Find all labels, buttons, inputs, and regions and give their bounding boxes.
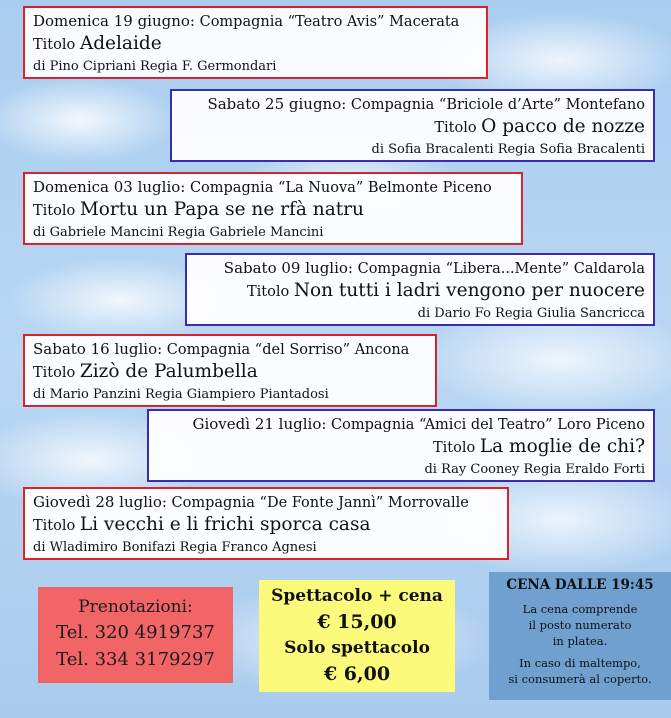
- show-company: Compagnia “Teatro Avis” Macerata: [199, 14, 460, 30]
- show-date: Giovedì 21 luglio:: [192, 415, 327, 433]
- dinner-info-box: [489, 572, 671, 700]
- show-credits: di Sofia Bracalenti Regia Sofia Bracalenti: [371, 142, 645, 157]
- show-company: Compagnia “Libera...Mente” Caldarola: [357, 261, 645, 277]
- booking-phone-1: Tel. 320 4919737: [56, 622, 215, 643]
- price-value-dinner: € 15,00: [317, 611, 397, 633]
- show-title-label: Titolo: [432, 440, 476, 456]
- show-date: Domenica 19 giugno:: [33, 12, 195, 30]
- show-date: Sabato 09 luglio:: [223, 259, 353, 277]
- show-card: [147, 409, 655, 482]
- dinner-text-line: La cena comprende: [522, 602, 638, 616]
- show-credits: di Wladimiro Bonifazi Regia Franco Agnesi: [33, 540, 317, 555]
- show-title-label: Titolo: [434, 120, 477, 136]
- show-card: [170, 89, 655, 162]
- show-title: Adelaide: [79, 33, 162, 54]
- price-label-dinner: Spettacolo + cena: [271, 586, 443, 606]
- booking-heading: Prenotazioni:: [78, 597, 193, 617]
- show-date: Sabato 25 giugno:: [207, 95, 347, 113]
- show-title: O pacco de nozze: [481, 116, 645, 137]
- show-title: La moglie de chi?: [479, 436, 645, 457]
- price-box: [259, 580, 455, 692]
- show-title: Mortu un Papa se ne rfà natru: [79, 199, 364, 220]
- show-credits: di Dario Fo Regia Giulia Sancricca: [417, 306, 645, 321]
- dinner-text-line: in platea.: [552, 634, 608, 648]
- show-date: Giovedì 28 luglio:: [33, 493, 167, 511]
- booking-phone-2: Tel. 334 3179297: [56, 649, 215, 670]
- show-company: Compagnia “La Nuova” Belmonte Piceno: [189, 180, 492, 196]
- price-value-show: € 6,00: [323, 663, 391, 685]
- show-card: [23, 6, 488, 79]
- show-company: Compagnia “Briciole d’Arte” Montefano: [350, 97, 645, 113]
- show-card: [23, 487, 509, 560]
- show-credits: di Pino Cipriani Regia F. Germondari: [33, 59, 277, 74]
- show-title: Non tutti i ladri vengono per nuocere: [293, 280, 645, 301]
- show-card: [185, 253, 655, 326]
- show-title-label: Titolo: [33, 365, 76, 381]
- show-credits: di Mario Panzini Regia Giampiero Piantadosi: [33, 387, 329, 402]
- booking-box: [38, 587, 233, 683]
- show-company: Compagnia “del Sorriso” Ancona: [166, 342, 410, 358]
- show-company: Compagnia “De Fonte Jannì” Morrovalle: [171, 495, 469, 511]
- show-title: Li vecchi e li frichi sporca casa: [79, 514, 371, 535]
- show-title-label: Titolo: [33, 37, 76, 53]
- show-title: Zizò de Palumbella: [79, 361, 258, 382]
- dinner-text-line: il posto numerato: [528, 618, 632, 632]
- show-date: Domenica 03 luglio:: [33, 178, 186, 196]
- show-date: Sabato 16 luglio:: [33, 340, 163, 358]
- dinner-text-line: In caso di maltempo,: [519, 656, 641, 670]
- show-title-label: Titolo: [33, 518, 76, 534]
- dinner-text-line: si consumerà al coperto.: [508, 672, 652, 686]
- show-credits: di Gabriele Mancini Regia Gabriele Mancini: [33, 225, 324, 240]
- price-label-show: Solo spettacolo: [284, 638, 430, 658]
- show-card: [23, 172, 523, 245]
- show-company: Compagnia “Amici del Teatro” Loro Piceno: [331, 417, 645, 433]
- show-title-label: Titolo: [33, 203, 76, 219]
- show-credits: di Ray Cooney Regia Eraldo Forti: [424, 462, 645, 477]
- show-title-label: Titolo: [246, 284, 290, 300]
- show-card: [23, 334, 437, 407]
- dinner-heading: CENA DALLE 19:45: [506, 577, 654, 593]
